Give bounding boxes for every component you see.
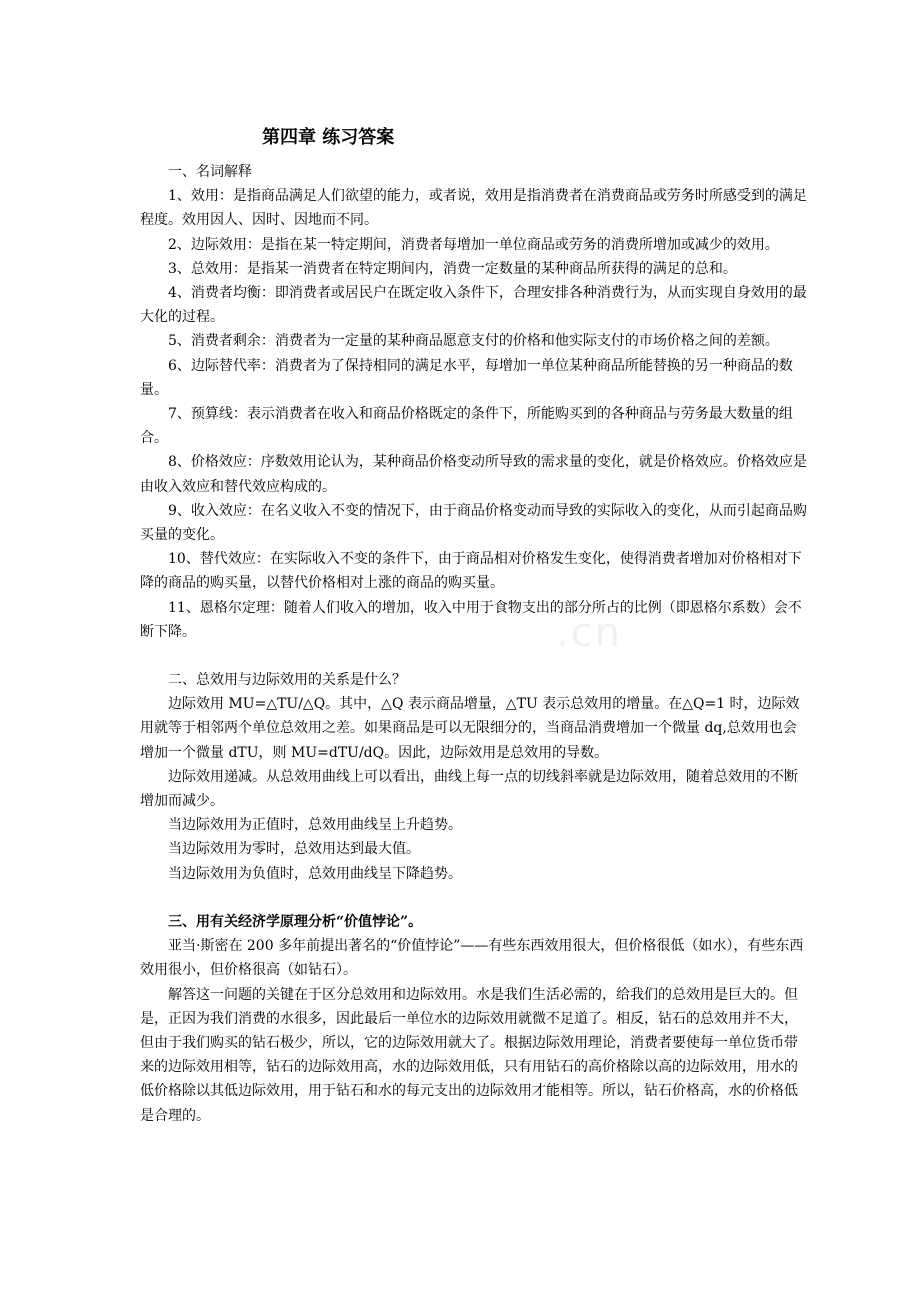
- definition-item: 3、总效用：是指某一消费者在特定期间内，消费一定数量的某种商品所获得的满足的总和。: [168, 260, 737, 277]
- definition-item: 8、价格效应：序数效用论认为，某种商品价格变动所导致的需求量的变化，就是价格效应。价格效应是由收入效应和替代效应构成的。: [140, 454, 807, 495]
- paragraph-line: 当边际效用为零时，总效用达到最大值。: [168, 841, 420, 858]
- definition-item: 10、替代效应：在实际收入不变的条件下，由于商品相对价格发生变化，使得消费者增加对价格相对下降的商品的购买量，以替代价格相对上涨的商品的购买量。: [140, 551, 802, 592]
- section-heading-3: 三、用有关经济学原理分析“价值悖论”。: [168, 913, 423, 930]
- definition-item: 4、消费者均衡：即消费者或居民户在既定收入条件下，合理安排各种消费行为，从而实现自身效用的最大化的过程。: [140, 285, 807, 326]
- paragraph-line: 当边际效用为正值时，总效用曲线呈上升趋势。: [168, 817, 462, 834]
- definition-item: 1、效用：是指商品满足人们欲望的能力，或者说，效用是指消费者在消费商品或劳务时所感受到的满足程度。效用因人、因时、因地而不同。: [140, 188, 807, 229]
- paragraph: 解答这一问题的关键在于区分总效用和边际效用。水是我们生活必需的，给我们的总效用是巨大的。但是，正因为我们消费的水很多，因此最后一单位水的边际效用就微不足道了。相反，钻石的总效用并不大，但由于我们购买的钻石极少，所以，它的边际效用就大了。根据边际效用理论，消费者要使每一单位货币带来的边际效用相等，钻石的边际效用高，水的边际效用低，只有用钻石的高价格除以高的边际效用，用水的低价格除以其低边际效用，用于钻石和水的每元支出的边际效用才能相等。所以，钻石价格高，水的价格低是合理的。: [140, 986, 798, 1124]
- definition-item: 9、收入效应：在名义收入不变的情况下，由于商品价格变动而导致的实际收入的变化，从而引起商品购买量的变化。: [140, 502, 807, 544]
- paragraph: 边际效用递减。从总效用曲线上可以看出，曲线上每一点的切线斜率就是边际效用，随着总效用的不断增加而减少。: [140, 768, 798, 810]
- paragraph-line: 当边际效用为负值时，总效用曲线呈下降趋势。: [168, 865, 462, 882]
- page-title: 第四章 练习答案: [262, 127, 395, 148]
- definition-item: 11、恩格尔定理：随着人们收入的增加，收入中用于食物支出的部分所占的比例（即恩格尔系数）会不断下降。: [140, 599, 802, 640]
- definition-item: 7、预算线：表示消费者在收入和商品价格既定的条件下，所能购买到的各种商品与劳务最大数量的组合。: [140, 406, 793, 447]
- watermark: .cn: [556, 610, 623, 656]
- document-body: [140, 160, 810, 1128]
- paragraph: 边际效用 MU=△TU/△Q。其中，△Q 表示商品增量，△TU 表示总效用的增量。在△Q=1 时，边际效用就等于相邻两个单位总效用之差。如果商品是可以无限细分的，当商品消费增加一个微量 dq,总效用也会增加一个微量 dTU，则 MU=dTU/dQ。因此，边际效用是总效用的导数。: [140, 696, 800, 761]
- section-heading-2: 二、总效用与边际效用的关系是什么？: [168, 672, 406, 689]
- section-heading-1: 一、名词解释: [168, 164, 252, 180]
- paragraph: 亚当·斯密在 200 多年前提出著名的“价值悖论”——有些东西效用很大，但价格很低（如水），有些东西效用很小，但价格很高（如钻石）。: [140, 938, 804, 979]
- definition-item: 5、消费者剩余：消费者为一定量的某种商品愿意支付的价格和他实际支付的市场价格之间的差额。: [168, 333, 779, 350]
- definition-item: 6、边际替代率：消费者为了保持相同的满足水平，每增加一单位某种商品所能替换的另一种商品的数量。: [140, 357, 793, 398]
- definition-item: 2、边际效用：是指在某一特定期间，消费者每增加一单位商品或劳务的消费所增加或减少的效用。: [168, 236, 779, 253]
